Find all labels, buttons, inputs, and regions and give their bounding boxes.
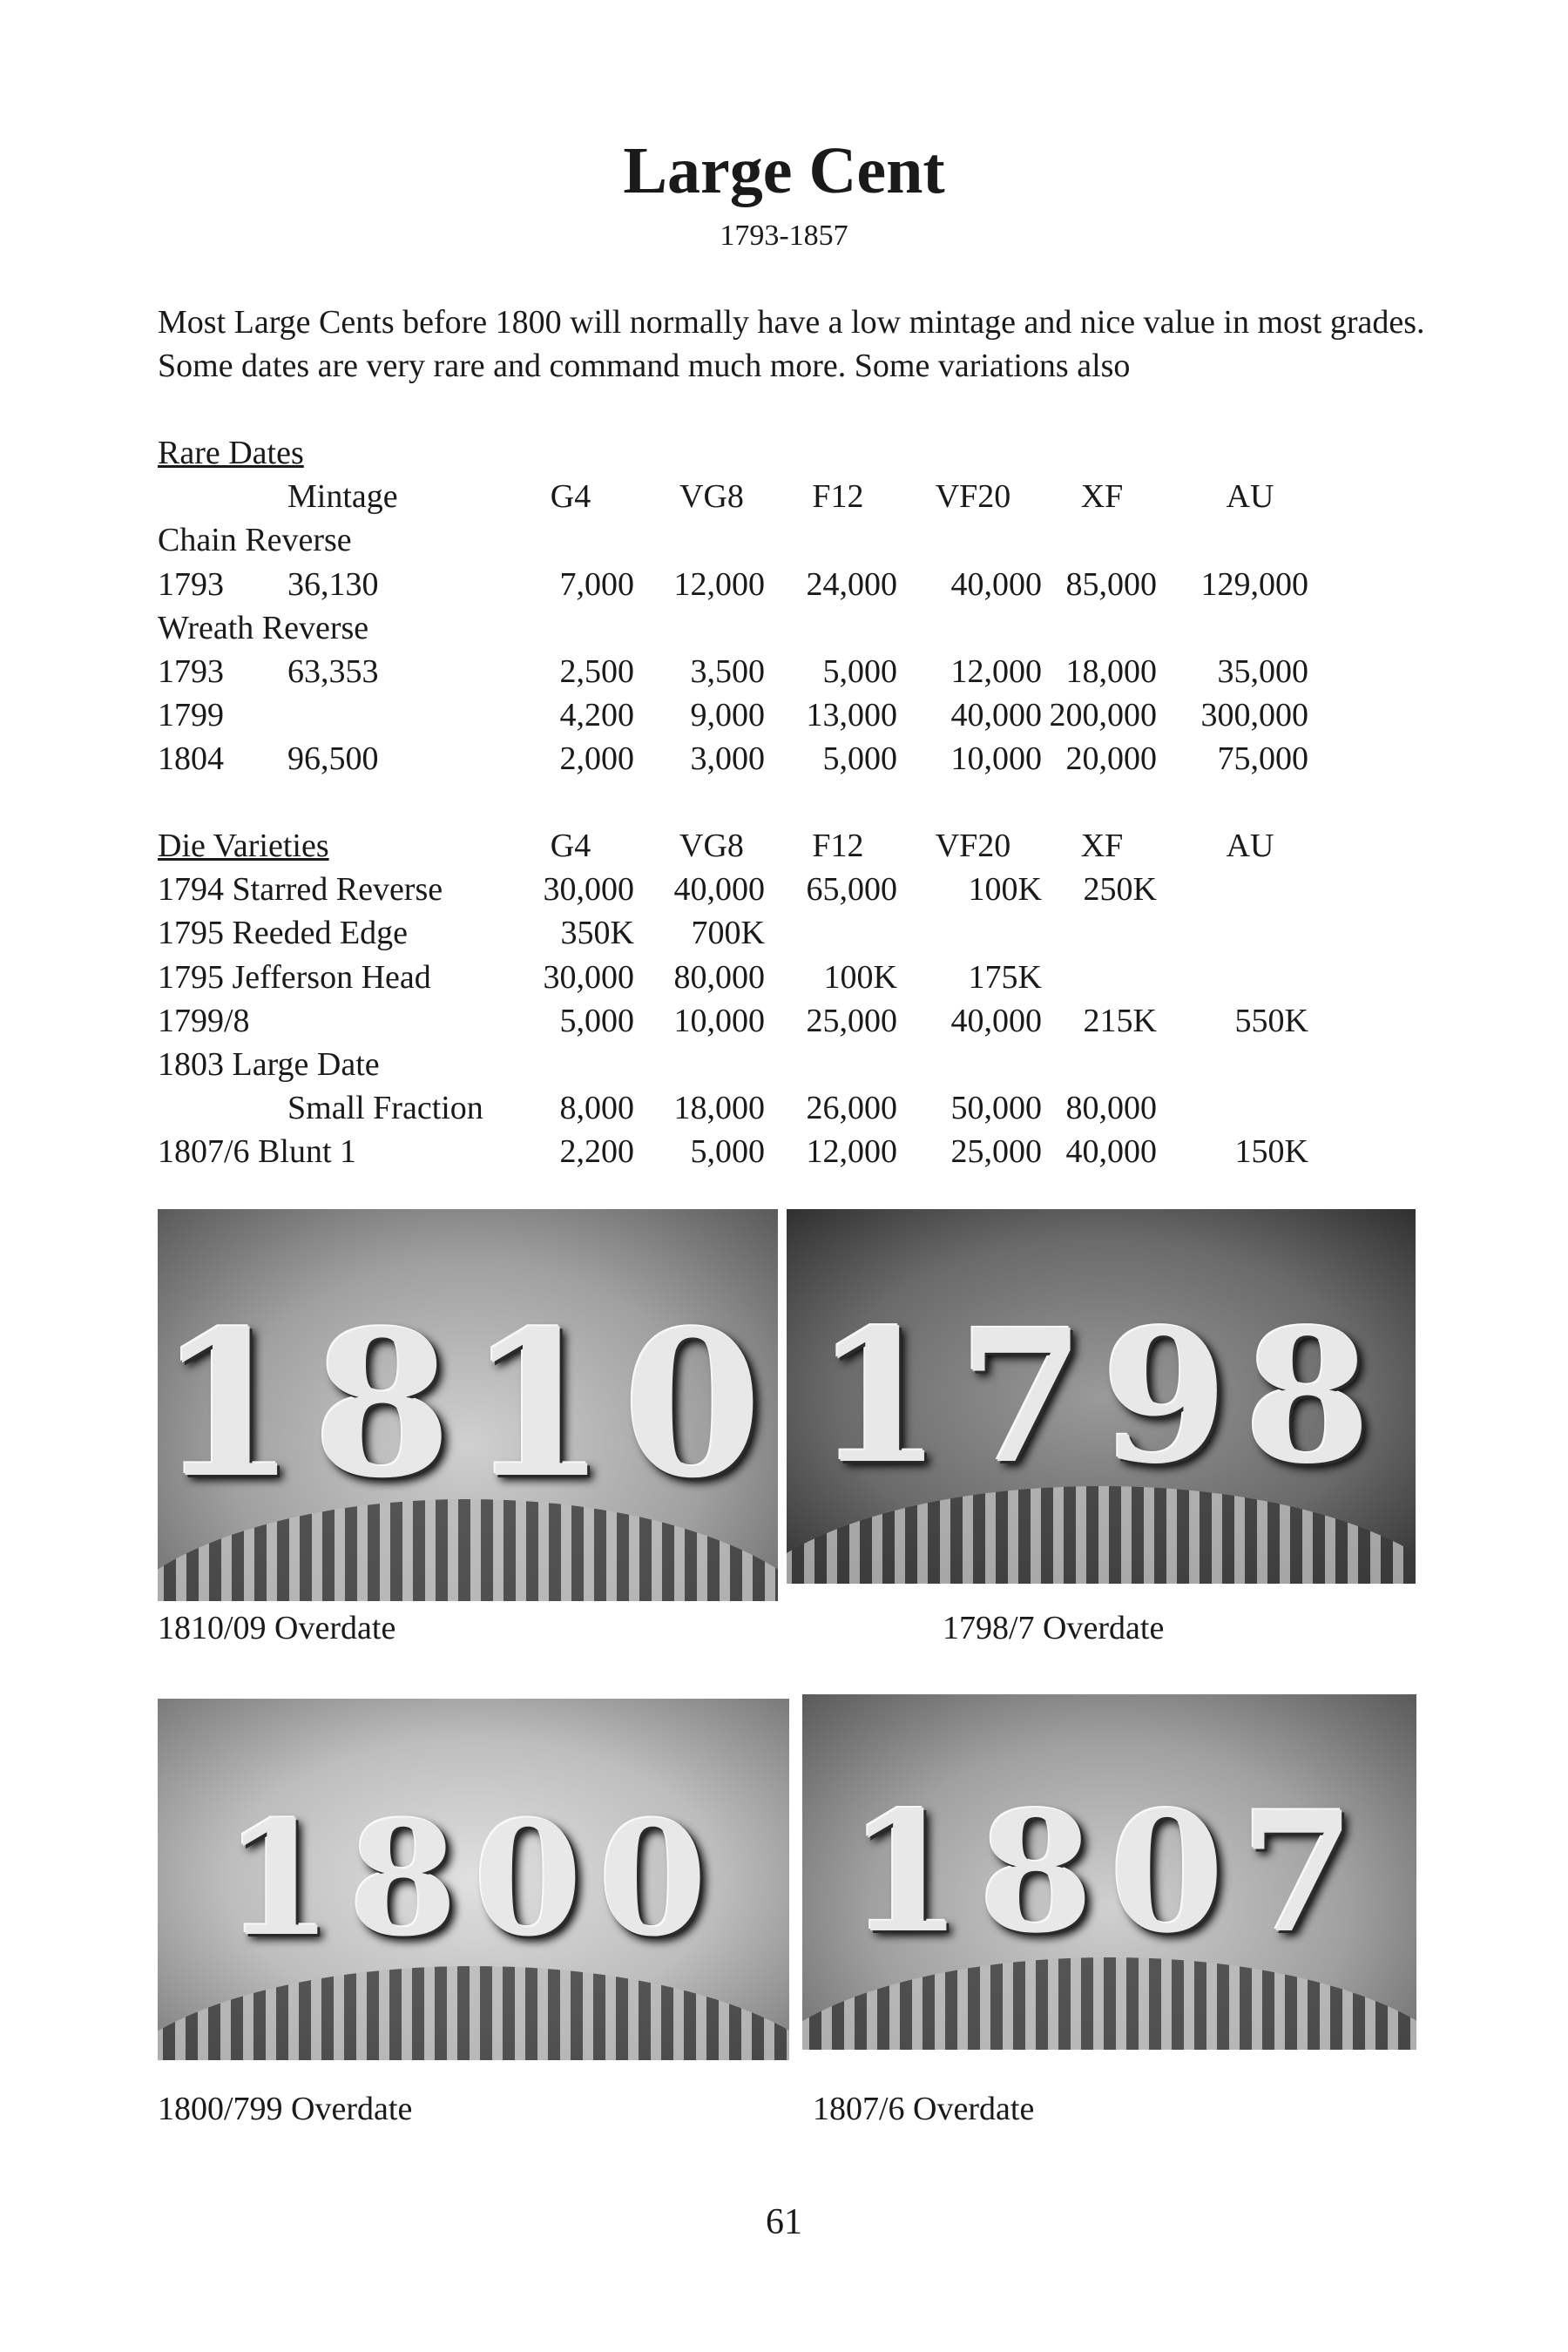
price-cell: 50,000 xyxy=(950,1090,1042,1127)
price-cell: 550K xyxy=(1234,1002,1308,1039)
grade-header: VG8 xyxy=(679,478,744,516)
rare-dates-heading-row xyxy=(0,431,1568,475)
coin-date-digits: 1807 xyxy=(848,1774,1371,1970)
price-cell: 30,000 xyxy=(543,958,634,996)
grade-header: AU xyxy=(1226,478,1274,516)
price-cell: 2,500 xyxy=(559,653,634,690)
year-cell: 1804 xyxy=(158,740,224,778)
price-cell: 18,000 xyxy=(1065,653,1157,690)
table-row xyxy=(0,1043,1568,1086)
price-cell: 5,000 xyxy=(822,653,897,690)
table-row xyxy=(0,1086,1568,1130)
price-cell: 10,000 xyxy=(950,740,1042,778)
price-cell: 12,000 xyxy=(673,565,765,603)
variety-name: Small Fraction xyxy=(287,1090,483,1127)
die-varieties-header-row xyxy=(0,824,1568,868)
grade-header: G4 xyxy=(550,828,591,864)
photo-caption: 1798/7 Overdate xyxy=(943,1610,1165,1646)
grade-header: G4 xyxy=(550,478,591,516)
price-cell: 75,000 xyxy=(1217,740,1308,778)
grade-header: VF20 xyxy=(935,478,1011,516)
grade-header: XF xyxy=(1080,828,1124,864)
price-cell: 85,000 xyxy=(1065,565,1157,603)
coin-photo xyxy=(787,1209,1416,1584)
photo-caption: 1800/799 Overdate xyxy=(158,2091,413,2127)
price-cell: 300,000 xyxy=(1200,697,1308,734)
price-cell: 100K xyxy=(823,958,897,996)
year-cell: 1793 xyxy=(158,653,224,690)
grade-header: F12 xyxy=(812,478,864,516)
coin-photo xyxy=(158,1209,778,1601)
price-cell: 215K xyxy=(1083,1002,1157,1039)
group-label-row xyxy=(0,606,1568,650)
price-cell: 10,000 xyxy=(673,1002,765,1039)
table-row xyxy=(0,1130,1568,1173)
price-cell: 200,000 xyxy=(1049,697,1157,734)
price-cell: 129,000 xyxy=(1200,565,1308,603)
page-subtitle-years: 1793-1857 xyxy=(720,220,848,252)
mintage-cell: 36,130 xyxy=(287,565,379,603)
group-label: Wreath Reverse xyxy=(158,609,369,646)
group-label-row xyxy=(0,518,1568,562)
price-cell: 12,000 xyxy=(806,1133,897,1171)
price-cell: 80,000 xyxy=(673,958,765,996)
price-cell: 26,000 xyxy=(806,1090,897,1127)
price-cell: 35,000 xyxy=(1217,653,1308,690)
table-row xyxy=(0,693,1568,737)
price-cell: 2,000 xyxy=(559,740,634,778)
section-heading: Die Varieties xyxy=(158,828,329,864)
price-cell: 5,000 xyxy=(690,1133,765,1171)
variety-name: 1803 Large Date xyxy=(158,1046,380,1083)
price-cell: 5,000 xyxy=(822,740,897,778)
coin-date-digits: 1798 xyxy=(814,1288,1388,1504)
price-cell: 24,000 xyxy=(806,565,897,603)
price-cell: 3,000 xyxy=(690,740,765,778)
price-cell: 7,000 xyxy=(559,565,634,603)
price-cell: 100K xyxy=(968,871,1042,909)
mintage-cell: 63,353 xyxy=(287,653,379,690)
table-row xyxy=(0,868,1568,911)
price-cell: 40,000 xyxy=(673,871,765,909)
price-cell: 700K xyxy=(691,915,765,952)
price-cell: 13,000 xyxy=(806,697,897,734)
variety-name: 1799/8 xyxy=(158,1002,250,1039)
table-row xyxy=(0,911,1568,955)
intro-paragraph: Most Large Cents before 1800 will normally have a low mintage and nice value in most grades. Some dates are very rare and command much more. Some variations also xyxy=(158,304,1425,384)
photo-caption: 1807/6 Overdate xyxy=(813,2091,1035,2127)
price-cell: 40,000 xyxy=(950,697,1042,734)
coin-photo xyxy=(158,1699,789,2060)
table-row xyxy=(0,563,1568,606)
price-cell: 25,000 xyxy=(950,1133,1042,1171)
grade-header: VF20 xyxy=(935,828,1011,864)
price-cell: 65,000 xyxy=(806,871,897,909)
price-cell: 80,000 xyxy=(1065,1090,1157,1127)
price-cell: 20,000 xyxy=(1065,740,1157,778)
grade-header: F12 xyxy=(812,828,864,864)
price-cell: 25,000 xyxy=(806,1002,897,1039)
year-cell: 1799 xyxy=(158,697,224,734)
price-cell: 12,000 xyxy=(950,653,1042,690)
coin-date-digits: 1800 xyxy=(224,1788,723,1971)
price-cell: 8,000 xyxy=(559,1090,634,1127)
photo-caption: 1810/09 Overdate xyxy=(158,1610,396,1646)
price-cell: 150K xyxy=(1234,1133,1308,1171)
variety-name: 1795 Reeded Edge xyxy=(158,915,409,952)
coin-date-digits: 1810 xyxy=(158,1288,778,1523)
mintage-cell: 96,500 xyxy=(287,740,379,778)
grade-header: VG8 xyxy=(679,828,744,864)
year-cell: 1793 xyxy=(158,565,224,603)
price-cell: 40,000 xyxy=(1065,1133,1157,1171)
price-cell: 350K xyxy=(560,915,634,952)
grade-header: XF xyxy=(1080,478,1124,516)
section-heading: Rare Dates xyxy=(158,435,304,471)
page-number: 61 xyxy=(766,2202,802,2242)
price-cell: 175K xyxy=(968,958,1042,996)
group-label: Chain Reverse xyxy=(158,522,352,559)
price-cell: 250K xyxy=(1083,871,1157,909)
price-cell: 40,000 xyxy=(950,565,1042,603)
price-cell: 2,200 xyxy=(559,1133,634,1171)
price-cell: 5,000 xyxy=(559,1002,634,1039)
price-cell: 3,500 xyxy=(690,653,765,690)
table-row xyxy=(0,956,1568,999)
table-row xyxy=(0,737,1568,781)
rare-dates-header-row xyxy=(0,475,1568,518)
price-cell: 4,200 xyxy=(559,697,634,734)
table-row xyxy=(0,650,1568,693)
variety-name: 1794 Starred Reverse xyxy=(158,871,443,909)
page-title: Large Cent xyxy=(623,134,945,207)
grade-header: AU xyxy=(1226,828,1274,864)
table-row xyxy=(0,999,1568,1043)
price-cell: 18,000 xyxy=(673,1090,765,1127)
variety-name: 1807/6 Blunt 1 xyxy=(158,1133,357,1171)
price-cell: 9,000 xyxy=(690,697,765,734)
price-cell: 30,000 xyxy=(543,871,634,909)
price-cell: 40,000 xyxy=(950,1002,1042,1039)
mintage-header: Mintage xyxy=(287,478,398,516)
variety-name: 1795 Jefferson Head xyxy=(158,958,431,996)
coin-photo xyxy=(802,1694,1416,2050)
